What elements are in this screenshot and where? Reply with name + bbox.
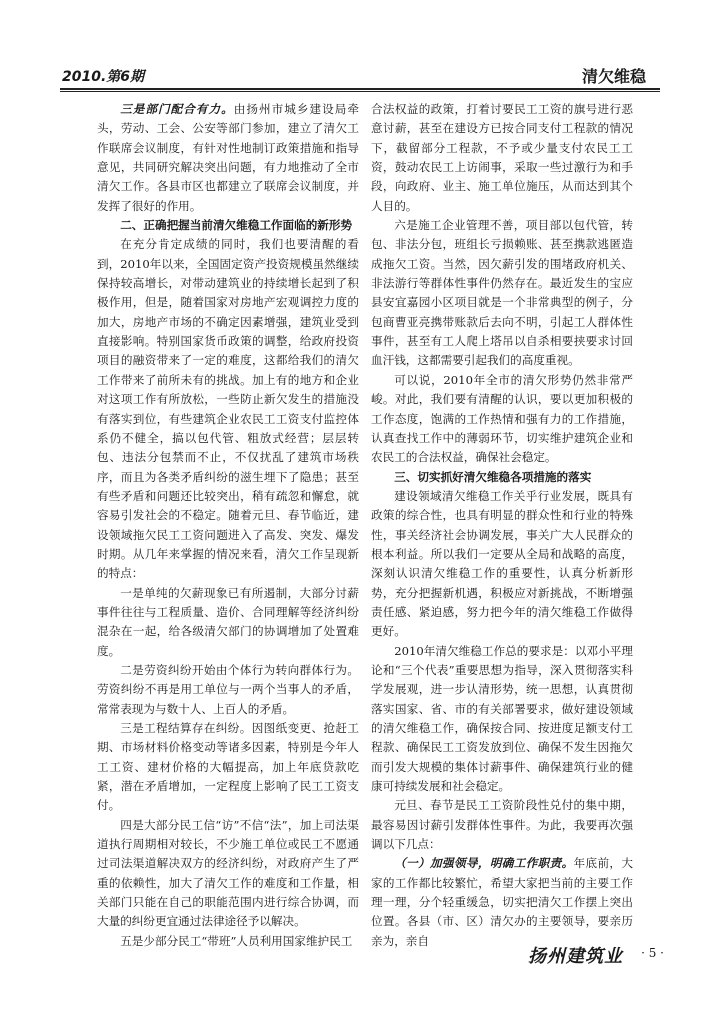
paragraph-text: 一是单纯的欠薪现象已有所遏制，大部分讨薪事件往往与工程质量、造价、合同理解等经济纠纷混杂在一起，给各级清欠部门的协调增加了处置难度。	[97, 585, 359, 658]
paragraph	[97, 584, 359, 661]
magazine-logo: 扬州建筑业	[528, 946, 623, 967]
paragraph	[97, 932, 359, 951]
issue-label: 2010.第6期	[62, 69, 145, 85]
paragraph-text: 可以说，2010年全市的清欠形势仍然非常严峻。对此，我们要有清醒的认识，要以更加积极的工作态度，饱满的工作热情和强有力的工作措施，认真查找工作中的薄弱环节，切实维护建筑企业和农民工的合法权益，确保社会稳定。	[371, 372, 633, 465]
section-title: 清欠维稳	[581, 67, 646, 86]
paragraph-lead: （一）加强领导，明确工作职责。	[394, 856, 574, 871]
header-rule-thin	[60, 91, 660, 92]
paragraph-text: 合法权益的政策，打着讨要民工工资的旗号进行恶意讨薪，甚至在建设方已按合同支付工程款的情况下，截留部分工程款，不予或少量支付农民工工资，鼓动农民工上访闹事，采取一些过激行为和手段，向政府、业主、施工单位施压，从而达到其个人目的。	[371, 102, 633, 213]
paragraph	[97, 235, 359, 583]
paragraph-text: 三是工程结算存在纠纷。因图纸变更、抢赶工期、市场材料价格变动等诸多因素，特别是今年人工工资、建材价格的大幅提高，加上年底贷款吃紧，潜在矛盾增加，一定程度上影响了民工工资支付。	[97, 721, 359, 813]
paragraph	[371, 854, 633, 951]
running-header	[60, 66, 660, 86]
section-heading: 二、正确把握当前清欠维稳工作面临的新形势	[120, 218, 353, 233]
paragraph-text: 建设领域清欠维稳工作关乎行业发展，既具有政策的综合性，也具有明显的群众性和行业的特殊性，事关经济社会协调发展，事关广大人民群众的根本利益。所以我们一定要从全局和战略的高度，深刻认识清欠维稳工作的重要性，认真分析新形势，充分把握新机遇，积极应对新挑战，不断增强责任感、紧迫感，努力把今年的清欠维稳工作做得更好。	[371, 488, 633, 639]
paragraph-lead: 三是部门配合有力。	[120, 102, 234, 116]
paragraph	[371, 100, 633, 216]
paragraph-text: 五是少部分民工“带班”人员利用国家维护民工	[120, 933, 353, 948]
paragraph	[371, 642, 633, 797]
paragraph-text: 由扬州市城乡建设局牵头，劳动、工会、公安等部门参加，建立了清欠工作联席会议制度，有针对性地制订政策措施和指导意见，共同研究解决突出问题，有力地推动了全市清欠工作。各县市区也都建立了联席会议制度，并发挥了很好的作用。	[97, 102, 359, 213]
left-column	[97, 100, 359, 951]
paragraph-text: 在充分肯定成绩的同时，我们也要清醒的看到，2010年以来，全国固定资产投资规模虽然继续保持较高增长，对带动建筑业的持续增长起到了积极作用，但是，随着国家对房地产宏观调控力度的加大，房地产市场的不确定因素增强，建筑业受到直接影响。特别国家货币政策的调整，给政府投资项目的融资带来了一定的难度，这都给我们的清欠工作带来了前所未有的挑战。加上有的地方和企业对这项工作有所放松，一些防止新欠发生的措施没有落实到位，有些建筑企业农民工工资支付监控体系仍不健全，搞以包代管、粗放式经营；层层转包、违法分包禁而不止，不仅扰乱了建筑市场秩序，而且为各类矛盾纠纷的滋生埋下了隐患；甚至有些矛盾和问题还比较突出，稍有疏忽和懈怠，就容易引发社会的不稳定。随着元旦、春节临近，建设领域拖欠民工工资问题进入了高发、突发、爆发时期。从几年来掌握的情况来看，清欠工作呈现新的特点：	[97, 237, 359, 581]
paragraph	[97, 661, 359, 719]
right-column	[371, 100, 633, 951]
paragraph-text: 二是劳资纠纷开始由个体行为转向群体行为。劳资纠纷不再是用工单位与一两个当事人的矛盾，常常表现为与数十人、上百人的矛盾。	[97, 662, 359, 716]
paragraph	[371, 796, 633, 854]
footer	[528, 942, 664, 966]
header-rule	[60, 88, 660, 90]
paragraph	[97, 100, 359, 216]
paragraph-text: 年底前，大家的工作都比较繁忙，希望大家把当前的主要工作理一理，分个轻重缓急，切实把清欠工作摆上突出位置。各县（市、区）清欠办的主要领导，要亲历亲为，亲自	[371, 856, 633, 948]
paragraph	[371, 487, 633, 642]
paragraph-text: 六是施工企业管理不善，项目部以包代管，转包、非法分包，班组长亏损赖账、甚至携款逃匿造成拖欠工资。当然，因欠薪引发的围堵政府机关、非法游行等群体性事件仍然存在。最近发生的宝应县安宜嘉园小区项目就是一个非常典型的例子，分包商曹亚亮携带账款后去向不明，引起工人群体性事件，甚至有工人爬上塔吊以自杀相要挟要求讨回血汗钱，这都需要引起我们的高度重视。	[371, 218, 633, 368]
paragraph	[371, 216, 633, 371]
paragraph-text: 元旦、春节是民工工资阶段性兑付的集中期，最容易因讨薪引发群体性事件。为此，我要再次强调以下几点：	[371, 798, 633, 852]
paragraph-text: 四是大部分民工信“访”不信“法”，加上司法渠道执行周期相对较长，不少施工单位或民工不愿通过司法渠道解决双方的经济纠纷，对政府产生了严重的依赖性，加大了清欠工作的难度和工作量，相关部门只能在自己的职能范围内进行综合协调，而大量的纠纷更宜通过法律途径予以解决。	[97, 817, 359, 929]
paragraph	[371, 371, 633, 468]
section-heading: 三、切实抓好清欠维稳各项措施的落实	[394, 469, 592, 484]
paragraph	[97, 719, 359, 816]
page-number: · 5 ·	[641, 946, 664, 960]
paragraph-text: 2010年清欠维稳工作总的要求是：以邓小平理论和“三个代表”重要思想为指导，深入贯彻落实科学发展观，进一步认清形势，统一思想，认真贯彻落实国家、省、市的有关部署要求，做好建设领域的清欠维稳工作，确保按合同、按进度足额支付工程款、确保民工工资发放到位、确保不发生因拖欠而引发大规模的集体讨薪事件、确保建筑行业的健康可持续发展和社会稳定。	[371, 643, 633, 794]
paragraph	[97, 816, 359, 932]
